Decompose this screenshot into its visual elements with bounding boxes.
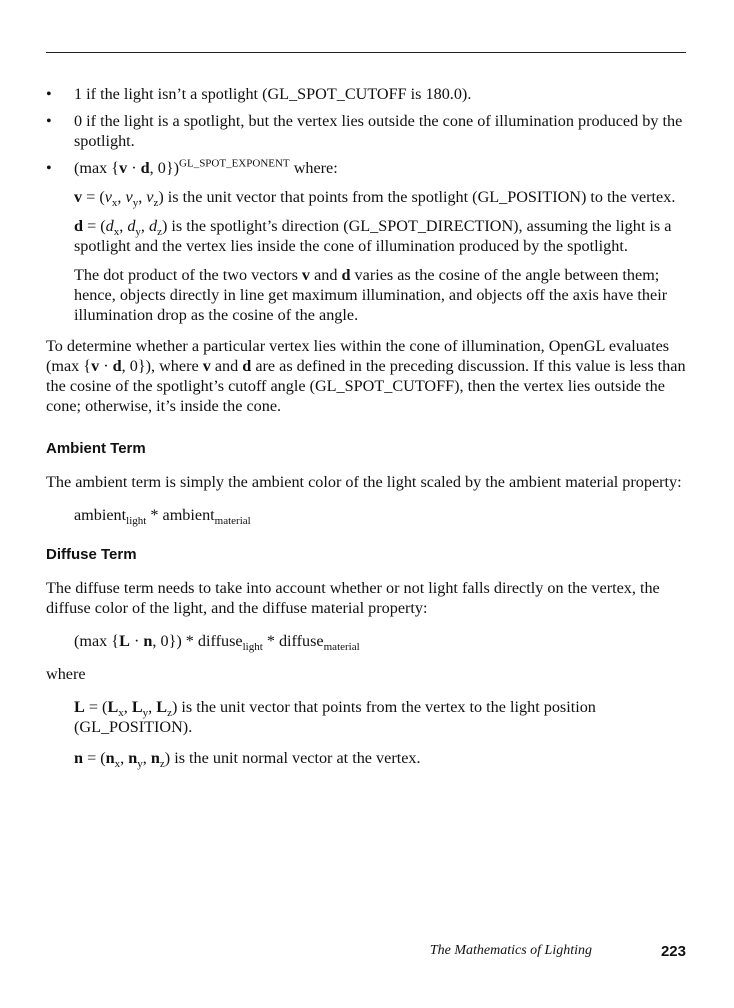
v-definition: $v = (v_x$, $v_y$, $v_z$) is the unit vector that points from the spotlight (GL_POSITION) to the vertex. [74, 188, 676, 210]
page-footer [46, 943, 686, 963]
bullet-text: (max {v · d, 0})$^{GL\_SPOT\_EXPONENT}$ where: [74, 157, 338, 177]
diffuse-formula: (max {L · n, 0}) * diffuse$_{light}$ * diffuse$_{material}$ [74, 632, 360, 654]
list-item [46, 111, 686, 151]
bullet-text: 1 if the light isn’t a spotlight (GL_SPOT_CUTOFF is 180.0). [74, 85, 472, 103]
ambient-paragraph: The ambient term is simply the ambient color of the light scaled by the ambient material property: [46, 473, 682, 491]
bullet-icon: • [46, 85, 52, 103]
bullet-icon: • [46, 159, 52, 177]
list-item [46, 84, 686, 104]
n-definition: $n = (n_x$, $n_y$, $n_z$) is the unit normal vector at the vertex. [74, 749, 421, 771]
diffuse-heading: Diffuse Term [46, 546, 137, 563]
where-label: where [46, 665, 86, 683]
bullet-text: 0 if the light is a spotlight, but the vertex lies outside the cone of illumination produced by the spotlight. [74, 112, 683, 150]
bullet-icon: • [46, 112, 52, 130]
d-definition: $d = (d_x$, $d_y$, $d_z$) is the spotlight’s direction (GL_SPOT_DIRECTION), assuming the light is a spotlight and the vertex lies inside the cone of illumination produced by the spotlight. [74, 217, 672, 255]
l-definition: $L = (L_x$, $L_y$, $L_z$) is the unit vector that points from the vertex to the light position (GL_POSITION). [74, 698, 596, 736]
dot-product-paragraph: The dot product of the two vectors v and d varies as the cosine of the angle between them; hence, objects directly in line get maximum illumination, and objects off the axis have their illumination drop as the cosine of the angle. [74, 266, 668, 324]
header-rule [46, 52, 686, 53]
ambient-heading: Ambient Term [46, 440, 146, 457]
diffuse-paragraph: The diffuse term needs to take into account whether or not light falls directly on the vertex, the diffuse color of the light, and the diffuse material property: [46, 579, 660, 617]
page-body [46, 84, 686, 771]
ambient-formula: ambient$_{light}$ * ambient$_{material}$ [74, 506, 251, 528]
running-title: The Mathematics of Lighting [429, 943, 592, 958]
page-number: 223 [660, 943, 686, 960]
list-item [46, 158, 686, 178]
cone-paragraph: To determine whether a particular vertex lies within the cone of illumination, OpenGL evaluates (max {v · d, 0}), where v and d are as defined in the preceding discussion. If this value is less than the cosine of the spotlight’s cutoff angle (GL_SPOT_CUTOFF), then the vertex lies outside the cone; otherwise, it’s inside the cone. [46, 337, 686, 415]
